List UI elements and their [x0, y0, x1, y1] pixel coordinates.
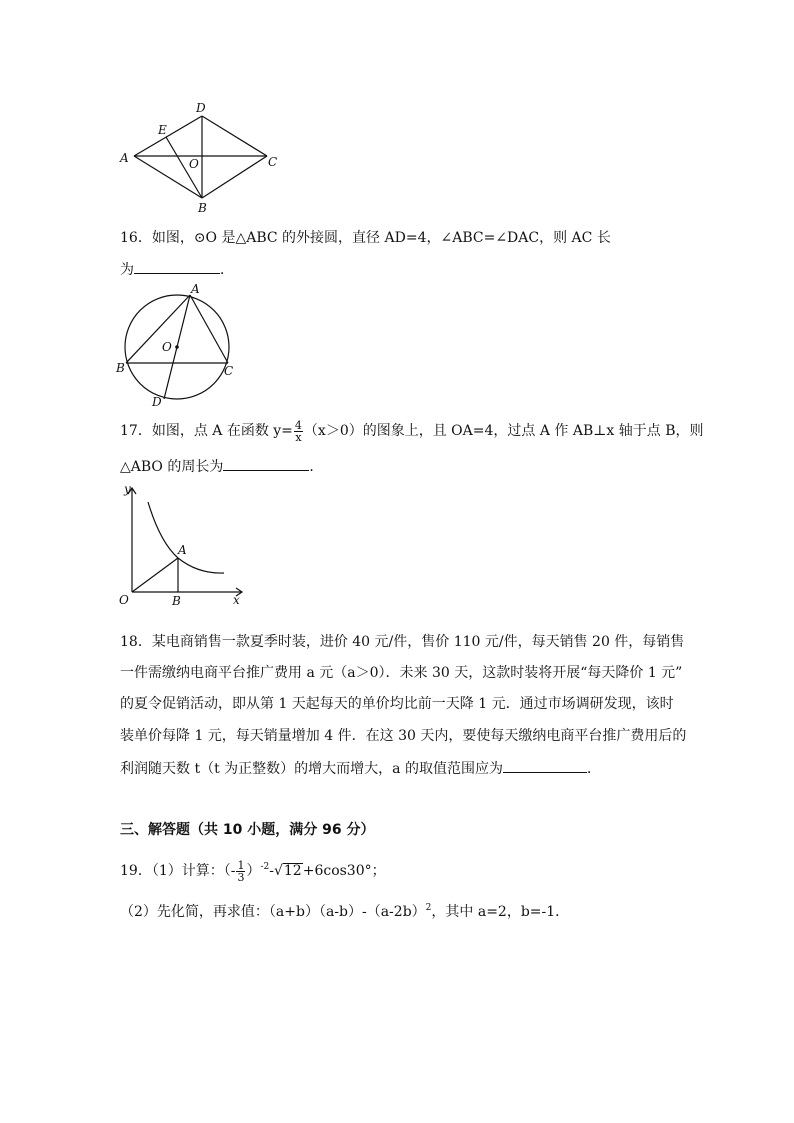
- q19-prefix: 19．（1）计算：（-: [120, 863, 236, 879]
- q19-dash: -: [269, 863, 274, 879]
- q18-last-suffix: ．: [586, 761, 601, 777]
- label-y: y: [124, 482, 131, 496]
- q19-frac-num: 1: [237, 858, 245, 872]
- q19-exponent: -2: [260, 862, 270, 872]
- label-B: B: [172, 594, 181, 608]
- label-C: C: [224, 364, 234, 378]
- q18-last-prefix: 利润随天数 t（t 为正整数）的增大而增大，a 的取值范围应为: [120, 761, 503, 777]
- q17-fraction: [294, 420, 303, 443]
- answer-blank-17[interactable]: [223, 456, 309, 471]
- q19-fraction: [236, 860, 245, 883]
- label-A: A: [191, 282, 200, 296]
- question-17-line1: [120, 418, 704, 444]
- label-E: E: [158, 123, 167, 137]
- q17-suffix: ．: [309, 459, 324, 475]
- answer-blank-18[interactable]: [503, 758, 587, 773]
- q16-suffix: ．: [220, 262, 234, 278]
- q19-frac-den: 3: [237, 870, 245, 884]
- question-18-line1: 18．某电商销售一款夏季时装，进价 40 元/件，售价 110 元/件，每天销售 20 件，每销售: [120, 634, 685, 650]
- q17-frac-num: 4: [294, 418, 302, 432]
- question-18-line5: [120, 758, 601, 779]
- question-19-part2: [120, 898, 569, 922]
- question-16-line1: 16．如图，⊙O 是△ABC 的外接圆，直径 AD=4，∠ABC=∠DAC，则 AC 长: [120, 230, 611, 246]
- question-19-part1: [120, 852, 386, 886]
- q17-text-b: （x＞0）的图象上，且 OA=4，过点 A 作 AB⊥x 轴于点 B，则: [303, 423, 704, 439]
- q19-close: ）: [246, 863, 261, 879]
- question-18-line3: 的夏令促销活动，即从第 1 天起每天的单价均比前一天降 1 元．通过市场调研发现，该时: [120, 696, 674, 712]
- q19-part2-suffix: ，其中 a=2，b=-1．: [431, 904, 570, 920]
- q17-text-a: 17．如图，点 A 在函数 y=: [120, 423, 293, 439]
- label-B: B: [198, 201, 207, 215]
- question-18-line4: 装单价每降 1 元，每天销量增加 4 件．在这 30 天内，要使每天缴纳电商平台推广费用后的: [120, 728, 687, 744]
- q19-part2-prefix: （2）先化简，再求值：（a+b）（a-b）-（a-2b）: [120, 904, 426, 920]
- label-D: D: [196, 101, 206, 115]
- label-O: O: [119, 593, 129, 607]
- label-A: A: [120, 151, 129, 165]
- question-17-line2: [120, 456, 323, 477]
- label-D: D: [152, 395, 162, 409]
- answer-blank-16[interactable]: [134, 259, 220, 274]
- q17-frac-den: x: [295, 430, 302, 444]
- label-O: O: [162, 340, 172, 354]
- question-16-line2: [120, 259, 234, 280]
- label-A: A: [178, 543, 187, 557]
- section-heading: 三、解答题（共 10 小题，满分 96 分）: [120, 822, 375, 838]
- q19-suffix: +6cos30°；: [302, 863, 386, 879]
- sqrt-icon: √: [273, 863, 283, 879]
- label-x: x: [233, 593, 240, 607]
- figure-circle: [112, 280, 242, 410]
- label-C: C: [268, 155, 278, 169]
- q16-prefix: 为: [120, 262, 134, 278]
- label-O: O: [189, 157, 199, 171]
- figure-rhombus: [112, 98, 282, 216]
- q17-prefix: △ABO 的周长为: [120, 459, 224, 475]
- q19-sqrt-radicand: 12: [283, 863, 302, 879]
- q19-part2-exponent: 2: [425, 903, 432, 913]
- figure-hyperbola: [112, 480, 252, 610]
- question-18-line2: 一件需缴纳电商平台推广费用 a 元（a＞0）．未来 30 天，这款时装将开展“每天降价 1 元”: [120, 665, 683, 681]
- label-B: B: [116, 361, 125, 375]
